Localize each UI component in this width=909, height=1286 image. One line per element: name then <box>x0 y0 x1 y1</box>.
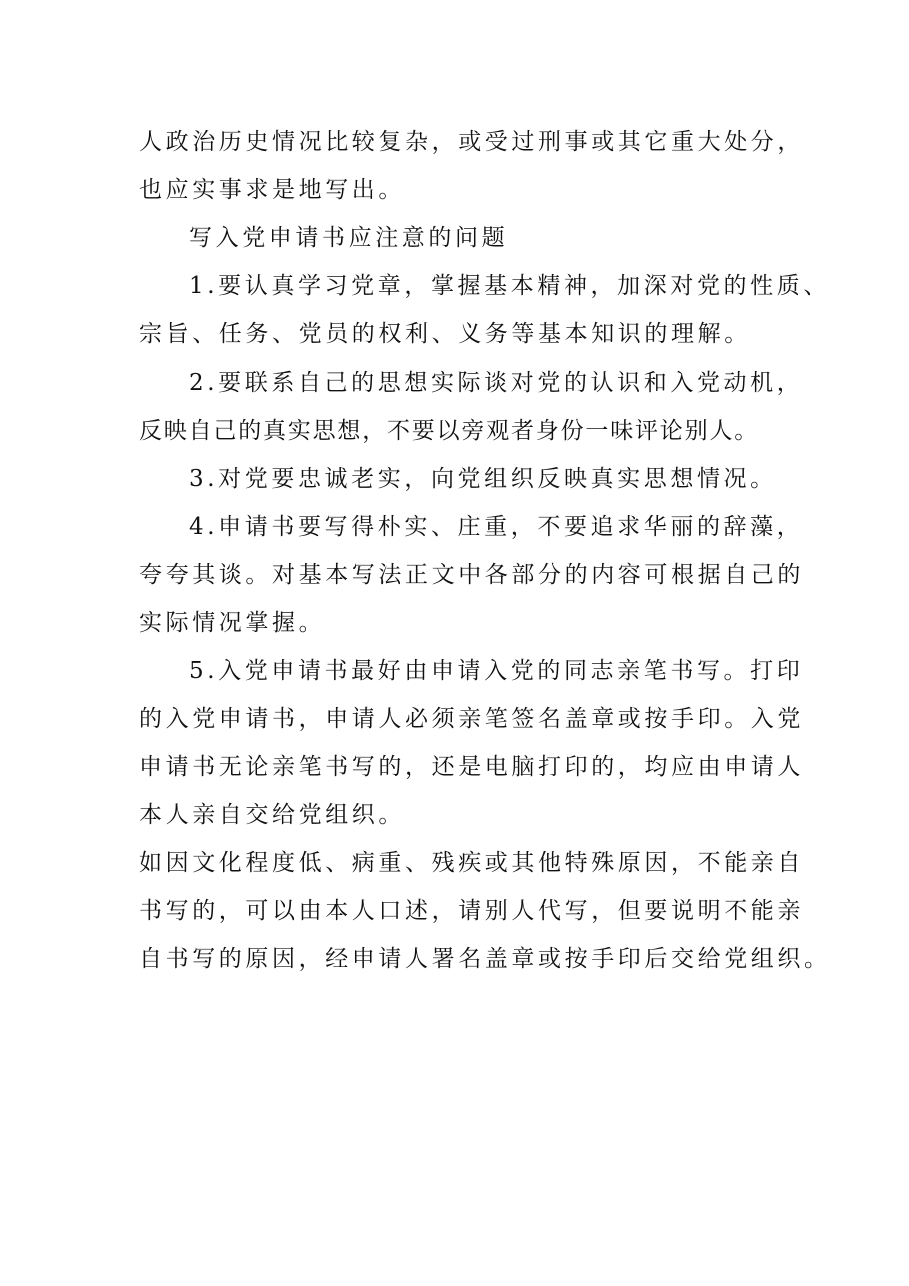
list-item-5-line: 申请书无论亲笔书写的，还是电脑打印的，均应由申请人 <box>139 754 804 780</box>
list-item-5-line: 本人亲自交给党组织。 <box>139 802 405 828</box>
list-item-4-line: 夸夸其谈。对基本写法正文中各部分的内容可根据自己的 <box>139 562 804 588</box>
list-item-5-line: 的入党申请书，申请人必须亲笔签名盖章或按手印。入党 <box>139 706 804 732</box>
list-item-4-line: 4.申请书要写得朴实、庄重，不要追求华丽的辞藻， <box>189 514 804 540</box>
paragraph-line: 也应实事求是地写出。 <box>139 177 405 203</box>
list-item-1-line: 宗旨、任务、党员的权利、义务等基本知识的理解。 <box>139 321 751 347</box>
list-item-1-line: 1.要认真学习党章，掌握基本精神，加深对党的性质、 <box>189 273 830 299</box>
paragraph-line: 如因文化程度低、病重、残疾或其他特殊原因，不能亲自 <box>139 850 804 876</box>
paragraph-line: 自书写的原因，经申请人署名盖章或按手印后交给党组织。 <box>139 946 831 972</box>
paragraph-line: 书写的，可以由本人口述，请别人代写，但要说明不能亲 <box>139 898 804 924</box>
list-item-5-line: 5.入党申请书最好由申请入党的同志亲笔书写。打印 <box>189 658 804 684</box>
list-item-2-line: 反映自己的真实思想，不要以旁观者身份一味评论别人。 <box>139 418 759 444</box>
list-item-3-line: 3.对党要忠诚老实，向党组织反映真实思想情况。 <box>189 466 777 492</box>
list-item-2-line: 2.要联系自己的思想实际谈对党的认识和入党动机， <box>189 370 804 396</box>
paragraph-line: 人政治历史情况比较复杂，或受过刑事或其它重大处分， <box>139 129 804 155</box>
list-item-4-line: 实际情况掌握。 <box>139 610 326 636</box>
section-heading: 写入党申请书应注意的问题 <box>189 225 509 251</box>
